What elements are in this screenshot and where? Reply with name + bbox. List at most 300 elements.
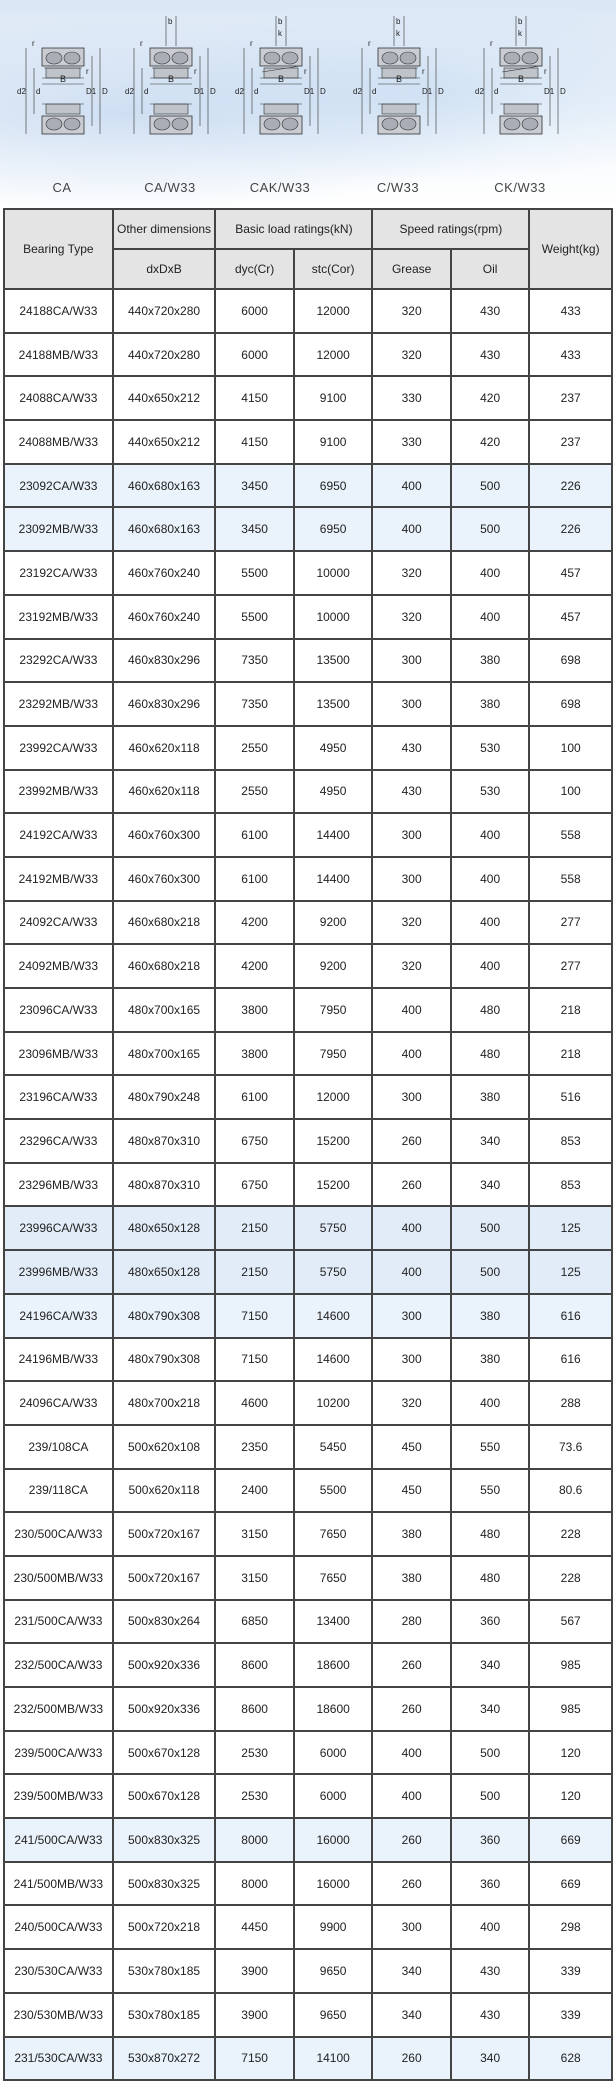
dimensions-cell: 460x760x300 <box>114 814 215 856</box>
weight-cell: 226 <box>530 508 611 550</box>
dimensions-cell: 500x920x336 <box>114 1644 215 1686</box>
dynamic-load-cell: 2150 <box>216 1251 293 1293</box>
weight-cell: 237 <box>530 377 611 419</box>
table-row <box>5 1164 611 1206</box>
table-row <box>5 421 611 463</box>
dynamic-load-cell: 3450 <box>216 465 293 507</box>
dynamic-load-cell: 4150 <box>216 421 293 463</box>
static-load-cell: 7950 <box>295 1033 372 1075</box>
header-speed: Speed ratings(rpm) <box>373 210 528 248</box>
table-row <box>5 1033 611 1075</box>
static-load-cell: 6950 <box>295 508 372 550</box>
grease-speed-cell: 260 <box>373 1164 450 1206</box>
bearing-type-cell: 23992CA/W33 <box>5 727 112 769</box>
weight-cell: 277 <box>530 902 611 944</box>
dynamic-load-cell: 8000 <box>216 1819 293 1861</box>
weight-cell: 558 <box>530 814 611 856</box>
table-row <box>5 945 611 987</box>
grease-speed-cell: 400 <box>373 1207 450 1249</box>
svg-text:D1: D1 <box>194 87 205 96</box>
dynamic-load-cell: 3900 <box>216 1950 293 1992</box>
weight-cell: 616 <box>530 1295 611 1337</box>
dimensions-cell: 460x680x163 <box>114 508 215 550</box>
dimensions-cell: 460x680x218 <box>114 902 215 944</box>
dynamic-load-cell: 2150 <box>216 1207 293 1249</box>
svg-text:d2: d2 <box>125 87 134 96</box>
weight-cell: 853 <box>530 1164 611 1206</box>
weight-cell: 228 <box>530 1513 611 1555</box>
table-row <box>5 683 611 725</box>
oil-speed-cell: 380 <box>452 640 529 682</box>
dynamic-load-cell: 3150 <box>216 1557 293 1599</box>
oil-speed-cell: 430 <box>452 334 529 376</box>
svg-text:b: b <box>396 17 401 26</box>
svg-text:r: r <box>32 39 35 48</box>
grease-speed-cell: 300 <box>373 1295 450 1337</box>
table-row <box>5 1251 611 1293</box>
oil-speed-cell: 400 <box>452 858 529 900</box>
oil-speed-cell: 400 <box>452 1906 529 1948</box>
table-row <box>5 858 611 900</box>
table-row <box>5 989 611 1031</box>
dimensions-cell: 500x720x167 <box>114 1513 215 1555</box>
static-load-cell: 18600 <box>295 1644 372 1686</box>
weight-cell: 298 <box>530 1906 611 1948</box>
dynamic-load-cell: 7150 <box>216 1339 293 1381</box>
table-row <box>5 290 611 332</box>
oil-speed-cell: 420 <box>452 377 529 419</box>
bearing-cross-section-icon <box>230 12 330 172</box>
table-row <box>5 1601 611 1643</box>
static-load-cell: 9650 <box>295 1950 372 1992</box>
grease-speed-cell: 330 <box>373 421 450 463</box>
weight-cell: 80.6 <box>530 1470 611 1512</box>
dimensions-cell: 500x830x325 <box>114 1819 215 1861</box>
grease-speed-cell: 340 <box>373 1994 450 2036</box>
diagram-label: CA <box>52 180 72 195</box>
table-row <box>5 334 611 376</box>
bearing-type-cell: 230/500CA/W33 <box>5 1513 112 1555</box>
static-load-cell: 16000 <box>295 1819 372 1861</box>
svg-text:d2: d2 <box>235 87 244 96</box>
table-row <box>5 1688 611 1730</box>
bearing-type-cell: 230/530MB/W33 <box>5 1994 112 2036</box>
dynamic-load-cell: 4200 <box>216 902 293 944</box>
svg-text:B: B <box>518 74 525 84</box>
dimensions-cell: 440x650x212 <box>114 421 215 463</box>
grease-speed-cell: 320 <box>373 1382 450 1424</box>
dimensions-cell: 460x680x218 <box>114 945 215 987</box>
table-row <box>5 1557 611 1599</box>
table-row <box>5 1470 611 1512</box>
svg-text:k: k <box>518 29 522 38</box>
weight-cell: 558 <box>530 858 611 900</box>
grease-speed-cell: 400 <box>373 1033 450 1075</box>
weight-cell: 457 <box>530 596 611 638</box>
grease-speed-cell: 320 <box>373 596 450 638</box>
oil-speed-cell: 430 <box>452 1950 529 1992</box>
dynamic-load-cell: 6750 <box>216 1164 293 1206</box>
grease-speed-cell: 320 <box>373 552 450 594</box>
header-grease: Grease <box>373 250 450 288</box>
bearing-type-cell: 23996MB/W33 <box>5 1251 112 1293</box>
bearing-type-cell: 23192MB/W33 <box>5 596 112 638</box>
bearing-type-cell: 230/530CA/W33 <box>5 1950 112 1992</box>
dynamic-load-cell: 3900 <box>216 1994 293 2036</box>
dynamic-load-cell: 2530 <box>216 1732 293 1774</box>
oil-speed-cell: 500 <box>452 1207 529 1249</box>
table-row <box>5 1120 611 1162</box>
dynamic-load-cell: 3150 <box>216 1513 293 1555</box>
bearing-type-cell: 24088MB/W33 <box>5 421 112 463</box>
oil-speed-cell: 400 <box>452 552 529 594</box>
static-load-cell: 7950 <box>295 989 372 1031</box>
svg-text:d: d <box>254 87 259 96</box>
header-dxdxb: dxDxB <box>114 250 215 288</box>
dimensions-cell: 460x830x296 <box>114 640 215 682</box>
weight-cell: 125 <box>530 1251 611 1293</box>
weight-cell: 120 <box>530 1732 611 1774</box>
diagram-label: CAK/W33 <box>249 180 311 195</box>
static-load-cell: 12000 <box>295 1076 372 1118</box>
bearing-type-cell: 23296CA/W33 <box>5 1120 112 1162</box>
weight-cell: 433 <box>530 290 611 332</box>
table-row <box>5 465 611 507</box>
bearing-type-cell: 23096MB/W33 <box>5 1033 112 1075</box>
weight-cell: 120 <box>530 1775 611 1817</box>
bearing-type-cell: 231/530CA/W33 <box>5 2038 112 2080</box>
weight-cell: 853 <box>530 1120 611 1162</box>
static-load-cell: 18600 <box>295 1688 372 1730</box>
table-row <box>5 1426 611 1468</box>
svg-text:r: r <box>422 67 425 76</box>
table-row <box>5 1994 611 2036</box>
dimensions-cell: 460x830x296 <box>114 683 215 725</box>
dimensions-cell: 460x760x240 <box>114 552 215 594</box>
bearing-type-cell: 239/500MB/W33 <box>5 1775 112 1817</box>
grease-speed-cell: 260 <box>373 1688 450 1730</box>
table-row <box>5 1775 611 1817</box>
svg-text:r: r <box>304 67 307 76</box>
oil-speed-cell: 480 <box>452 1557 529 1599</box>
header-stc: stc(Cor) <box>295 250 372 288</box>
table-row <box>5 1906 611 1948</box>
dimensions-cell: 480x700x218 <box>114 1382 215 1424</box>
oil-speed-cell: 360 <box>452 1601 529 1643</box>
oil-speed-cell: 400 <box>452 902 529 944</box>
weight-cell: 567 <box>530 1601 611 1643</box>
static-load-cell: 5750 <box>295 1207 372 1249</box>
grease-speed-cell: 260 <box>373 1863 450 1905</box>
header-bearing-type: Bearing Type <box>5 210 112 288</box>
svg-text:d2: d2 <box>475 87 484 96</box>
weight-cell: 228 <box>530 1557 611 1599</box>
svg-text:D: D <box>102 87 108 96</box>
bearing-diagram <box>120 12 220 195</box>
bearing-type-cell: 24188MB/W33 <box>5 334 112 376</box>
table-row <box>5 814 611 856</box>
grease-speed-cell: 300 <box>373 1906 450 1948</box>
bearing-type-cell: 241/500CA/W33 <box>5 1819 112 1861</box>
oil-speed-cell: 400 <box>452 1382 529 1424</box>
dynamic-load-cell: 2530 <box>216 1775 293 1817</box>
svg-text:D: D <box>320 87 326 96</box>
dimensions-cell: 500x670x128 <box>114 1775 215 1817</box>
grease-speed-cell: 330 <box>373 377 450 419</box>
oil-speed-cell: 550 <box>452 1426 529 1468</box>
weight-cell: 616 <box>530 1339 611 1381</box>
svg-text:d: d <box>36 87 41 96</box>
table-row <box>5 1339 611 1381</box>
bearing-type-cell: 24092CA/W33 <box>5 902 112 944</box>
static-load-cell: 6000 <box>295 1732 372 1774</box>
grease-speed-cell: 320 <box>373 902 450 944</box>
bearing-type-cell: 232/500CA/W33 <box>5 1644 112 1686</box>
grease-speed-cell: 400 <box>373 508 450 550</box>
weight-cell: 288 <box>530 1382 611 1424</box>
static-load-cell: 14600 <box>295 1339 372 1381</box>
dynamic-load-cell: 4200 <box>216 945 293 987</box>
weight-cell: 669 <box>530 1863 611 1905</box>
dimensions-cell: 500x620x118 <box>114 1470 215 1512</box>
grease-speed-cell: 320 <box>373 290 450 332</box>
weight-cell: 100 <box>530 727 611 769</box>
grease-speed-cell: 430 <box>373 727 450 769</box>
weight-cell: 100 <box>530 771 611 813</box>
dynamic-load-cell: 3450 <box>216 508 293 550</box>
static-load-cell: 16000 <box>295 1863 372 1905</box>
dimensions-cell: 480x700x165 <box>114 1033 215 1075</box>
bearing-type-cell: 24192MB/W33 <box>5 858 112 900</box>
table-row <box>5 2038 611 2080</box>
weight-cell: 339 <box>530 1994 611 2036</box>
oil-speed-cell: 480 <box>452 1513 529 1555</box>
dimensions-cell: 500x720x167 <box>114 1557 215 1599</box>
dynamic-load-cell: 6000 <box>216 290 293 332</box>
table-row <box>5 1863 611 1905</box>
svg-text:d: d <box>372 87 377 96</box>
svg-text:k: k <box>278 29 282 38</box>
table-row <box>5 1207 611 1249</box>
table-row <box>5 902 611 944</box>
weight-cell: 339 <box>530 1950 611 1992</box>
oil-speed-cell: 530 <box>452 727 529 769</box>
dimensions-cell: 500x830x325 <box>114 1863 215 1905</box>
svg-text:D1: D1 <box>544 87 555 96</box>
grease-speed-cell: 320 <box>373 334 450 376</box>
bearing-type-cell: 23296MB/W33 <box>5 1164 112 1206</box>
svg-text:r: r <box>490 39 493 48</box>
dynamic-load-cell: 8600 <box>216 1688 293 1730</box>
bearing-type-cell: 24088CA/W33 <box>5 377 112 419</box>
weight-cell: 457 <box>530 552 611 594</box>
dynamic-load-cell: 8600 <box>216 1644 293 1686</box>
oil-speed-cell: 420 <box>452 421 529 463</box>
weight-cell: 277 <box>530 945 611 987</box>
dimensions-cell: 500x720x218 <box>114 1906 215 1948</box>
bearing-type-cell: 23192CA/W33 <box>5 552 112 594</box>
dynamic-load-cell: 2350 <box>216 1426 293 1468</box>
oil-speed-cell: 400 <box>452 814 529 856</box>
svg-text:B: B <box>168 74 175 84</box>
oil-speed-cell: 340 <box>452 1120 529 1162</box>
table-row <box>5 1076 611 1118</box>
dynamic-load-cell: 5500 <box>216 596 293 638</box>
static-load-cell: 14100 <box>295 2038 372 2080</box>
dimensions-cell: 500x830x264 <box>114 1601 215 1643</box>
dynamic-load-cell: 5500 <box>216 552 293 594</box>
grease-speed-cell: 300 <box>373 814 450 856</box>
static-load-cell: 13400 <box>295 1601 372 1643</box>
table-row <box>5 1950 611 1992</box>
static-load-cell: 5500 <box>295 1470 372 1512</box>
grease-speed-cell: 400 <box>373 1775 450 1817</box>
dimensions-cell: 500x620x108 <box>114 1426 215 1468</box>
table-row <box>5 1382 611 1424</box>
weight-cell: 218 <box>530 1033 611 1075</box>
weight-cell: 669 <box>530 1819 611 1861</box>
static-load-cell: 9100 <box>295 421 372 463</box>
bearing-type-cell: 24192CA/W33 <box>5 814 112 856</box>
static-load-cell: 14400 <box>295 858 372 900</box>
dimensions-cell: 460x760x300 <box>114 858 215 900</box>
dimensions-cell: 500x670x128 <box>114 1732 215 1774</box>
table-row <box>5 377 611 419</box>
bearing-type-cell: 23096CA/W33 <box>5 989 112 1031</box>
oil-speed-cell: 400 <box>452 945 529 987</box>
dimensions-cell: 460x760x240 <box>114 596 215 638</box>
grease-speed-cell: 400 <box>373 1251 450 1293</box>
svg-text:r: r <box>544 67 547 76</box>
svg-text:b: b <box>518 17 523 26</box>
dynamic-load-cell: 4600 <box>216 1382 293 1424</box>
oil-speed-cell: 340 <box>452 2038 529 2080</box>
bearing-type-cell: 24196MB/W33 <box>5 1339 112 1381</box>
svg-text:d: d <box>494 87 499 96</box>
bearing-type-cell: 23996CA/W33 <box>5 1207 112 1249</box>
svg-text:r: r <box>368 39 371 48</box>
oil-speed-cell: 500 <box>452 1732 529 1774</box>
dynamic-load-cell: 6100 <box>216 1076 293 1118</box>
static-load-cell: 10000 <box>295 552 372 594</box>
grease-speed-cell: 400 <box>373 1732 450 1774</box>
grease-speed-cell: 320 <box>373 945 450 987</box>
static-load-cell: 9650 <box>295 1994 372 2036</box>
svg-text:r: r <box>86 67 89 76</box>
weight-cell: 698 <box>530 640 611 682</box>
static-load-cell: 9100 <box>295 377 372 419</box>
static-load-cell: 5450 <box>295 1426 372 1468</box>
svg-text:r: r <box>250 39 253 48</box>
bearing-type-cell: 239/108CA <box>5 1426 112 1468</box>
grease-speed-cell: 450 <box>373 1470 450 1512</box>
table-row <box>5 508 611 550</box>
svg-text:b: b <box>278 17 283 26</box>
bearing-spec-table <box>3 208 613 2081</box>
dimensions-cell: 480x790x308 <box>114 1295 215 1337</box>
svg-text:r: r <box>140 39 143 48</box>
dynamic-load-cell: 2400 <box>216 1470 293 1512</box>
table-row <box>5 596 611 638</box>
header-weight: Weight(kg) <box>530 210 611 288</box>
weight-cell: 218 <box>530 989 611 1031</box>
dynamic-load-cell: 4150 <box>216 377 293 419</box>
static-load-cell: 10000 <box>295 596 372 638</box>
dimensions-cell: 480x790x248 <box>114 1076 215 1118</box>
oil-speed-cell: 340 <box>452 1644 529 1686</box>
svg-text:D1: D1 <box>86 87 97 96</box>
dimensions-cell: 500x920x336 <box>114 1688 215 1730</box>
header-oil: Oil <box>452 250 529 288</box>
weight-cell: 516 <box>530 1076 611 1118</box>
grease-speed-cell: 380 <box>373 1513 450 1555</box>
dynamic-load-cell: 8000 <box>216 1863 293 1905</box>
svg-text:B: B <box>60 74 67 84</box>
bearing-diagram <box>12 12 112 195</box>
bearing-type-cell: 24092MB/W33 <box>5 945 112 987</box>
header-other-dimensions: Other dimensions <box>114 210 215 248</box>
svg-text:d2: d2 <box>353 87 362 96</box>
oil-speed-cell: 340 <box>452 1164 529 1206</box>
bearing-type-cell: 24196CA/W33 <box>5 1295 112 1337</box>
dynamic-load-cell: 6750 <box>216 1120 293 1162</box>
oil-speed-cell: 530 <box>452 771 529 813</box>
dynamic-load-cell: 2550 <box>216 727 293 769</box>
oil-speed-cell: 480 <box>452 1033 529 1075</box>
oil-speed-cell: 480 <box>452 989 529 1031</box>
static-load-cell: 4950 <box>295 727 372 769</box>
table-row <box>5 1732 611 1774</box>
grease-speed-cell: 260 <box>373 2038 450 2080</box>
table-row <box>5 552 611 594</box>
grease-speed-cell: 260 <box>373 1819 450 1861</box>
diagram-label: C/W33 <box>376 180 420 195</box>
table-row <box>5 771 611 813</box>
dynamic-load-cell: 3800 <box>216 989 293 1031</box>
svg-text:D: D <box>560 87 566 96</box>
header-row-1 <box>5 210 611 248</box>
oil-speed-cell: 360 <box>452 1863 529 1905</box>
table-body <box>5 290 611 2079</box>
static-load-cell: 12000 <box>295 290 372 332</box>
dimensions-cell: 530x780x185 <box>114 1950 215 1992</box>
weight-cell: 73.6 <box>530 1426 611 1468</box>
bearing-type-cell: 241/500MB/W33 <box>5 1863 112 1905</box>
dimensions-cell: 480x870x310 <box>114 1120 215 1162</box>
table-row <box>5 640 611 682</box>
oil-speed-cell: 380 <box>452 1339 529 1381</box>
weight-cell: 628 <box>530 2038 611 2080</box>
dynamic-load-cell: 7150 <box>216 2038 293 2080</box>
table-row <box>5 727 611 769</box>
weight-cell: 698 <box>530 683 611 725</box>
svg-text:k: k <box>396 29 400 38</box>
bearing-type-cell: 23092CA/W33 <box>5 465 112 507</box>
static-load-cell: 7650 <box>295 1513 372 1555</box>
dimensions-cell: 460x620x118 <box>114 727 215 769</box>
dynamic-load-cell: 7350 <box>216 640 293 682</box>
static-load-cell: 14400 <box>295 814 372 856</box>
oil-speed-cell: 430 <box>452 1994 529 2036</box>
static-load-cell: 13500 <box>295 640 372 682</box>
grease-speed-cell: 400 <box>373 989 450 1031</box>
svg-text:B: B <box>278 74 285 84</box>
svg-text:D1: D1 <box>422 87 433 96</box>
static-load-cell: 7650 <box>295 1557 372 1599</box>
bearing-diagram <box>470 12 570 195</box>
static-load-cell: 4950 <box>295 771 372 813</box>
dimensions-cell: 440x720x280 <box>114 290 215 332</box>
